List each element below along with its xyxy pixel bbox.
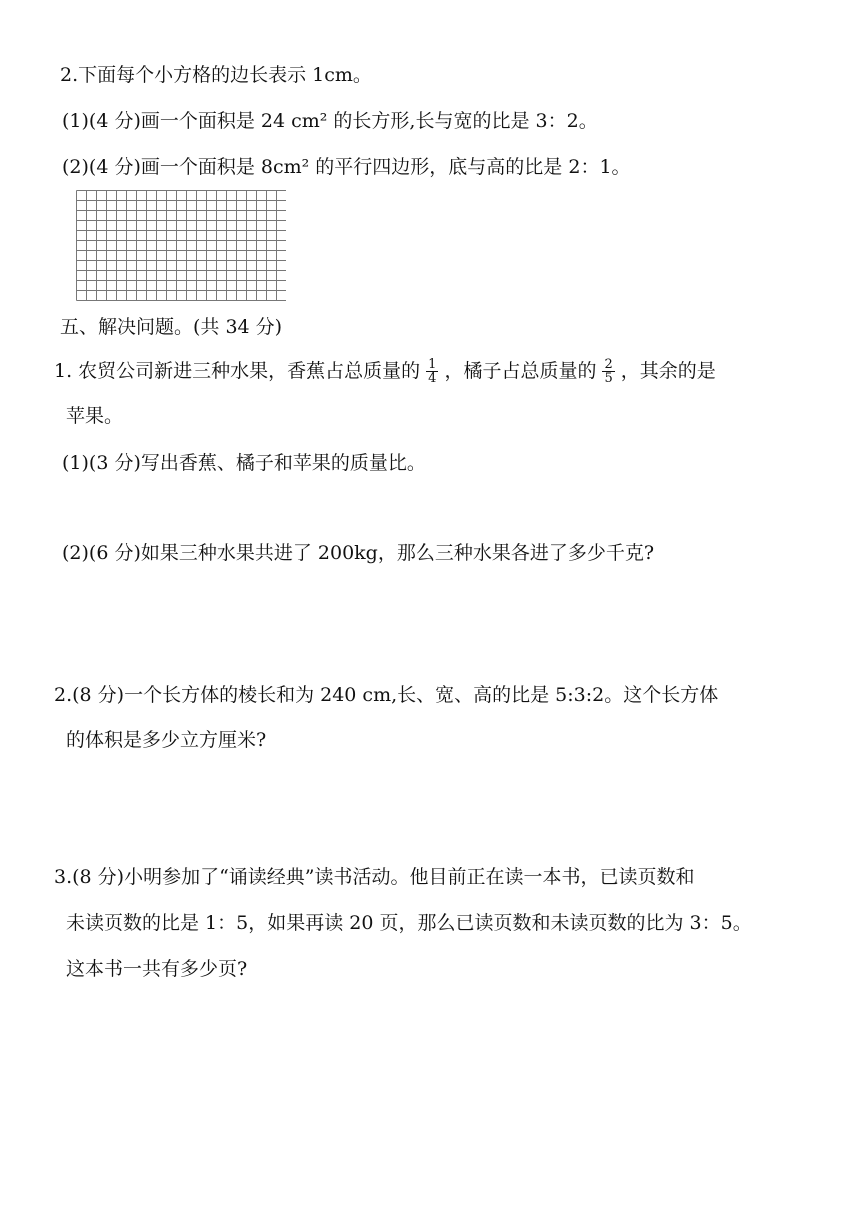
problem-1-part-1: (1)(3 分)写出香蕉、橘子和苹果的质量比。 [62,452,426,474]
problem-1-text-c: ，其余的是 [620,360,716,382]
problem-3-line-3: 这本书一共有多少页? [66,958,248,980]
problem-3-line-1: 3.(8 分)小明参加了“诵读经典”读书活动。他目前正在读一本书，已读页数和 [54,866,695,888]
question-2-part-2: (2)(4 分)画一个面积是 8cm² 的平行四边形，底与高的比是 2：1。 [62,156,631,178]
fraction-denominator: 4 [428,370,437,386]
fraction-two-fifths [602,358,614,385]
problem-1-statement-continued: 苹果。 [66,405,124,427]
fraction-numerator: 2 [604,356,613,372]
section-5-heading: 五、解决问题。(共 34 分) [60,316,283,338]
question-2-title: 2.下面每个小方格的边长表示 1cm。 [60,64,372,86]
fraction-denominator: 5 [604,370,613,386]
problem-2-line-1: 2.(8 分)一个长方体的棱长和为 240 cm,长、宽、高的比是 5:3:2。这个长方体 [54,684,719,706]
problem-1-statement [54,358,716,386]
problem-1-text-b: ，橘子占总质量的 [444,360,597,382]
problem-2-line-2: 的体积是多少立方厘米? [66,729,267,751]
problem-3-line-2: 未读页数的比是 1：5，如果再读 20 页，那么已读页数和未读页数的比为 3：5。 [66,912,752,934]
problem-1-part-2: (2)(6 分)如果三种水果共进了 200kg，那么三种水果各进了多少千克? [62,542,655,564]
square-grid [76,190,286,302]
problem-1-text-a: 1. 农贸公司新进三种水果，香蕉占总质量的 [54,360,421,382]
question-2-part-1: (1)(4 分)画一个面积是 24 cm² 的长方形,长与宽的比是 3：2。 [62,110,598,132]
fraction-one-quarter [426,358,438,385]
fraction-numerator: 1 [428,356,437,372]
